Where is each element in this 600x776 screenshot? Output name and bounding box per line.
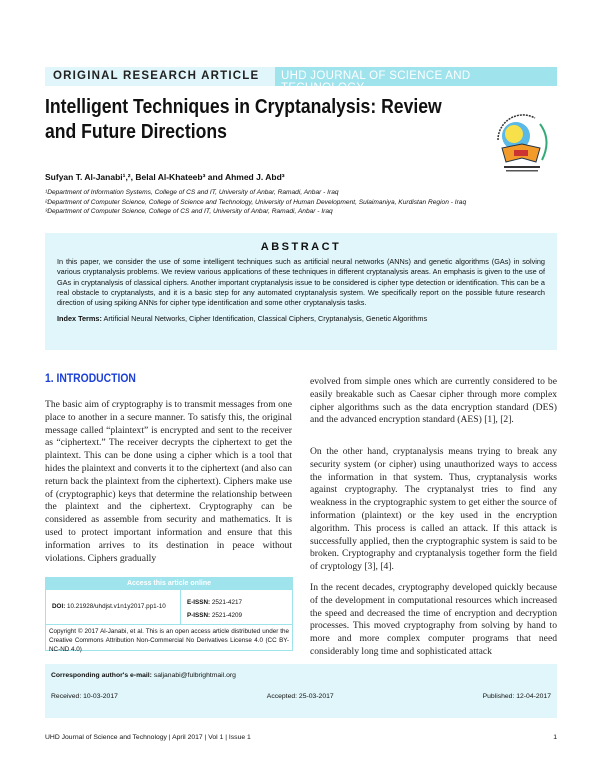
affiliation: ¹Department of Information Systems, College of CS and IT, University of Anbar, Ramadi, Anbar - Iraq xyxy=(45,189,339,196)
received-date: Received: 10-03-2017 xyxy=(51,693,118,700)
abstract-box xyxy=(45,233,557,350)
accepted-date: Accepted: 25-03-2017 xyxy=(266,693,334,700)
affiliation: ³Department of Computer Science, College of CS and IT, University of Anbar, Ramadi, Anbar - Iraq xyxy=(45,208,333,215)
doi-value[interactable]: 10.21928/uhdjst.v1n1y2017.pp1-10 xyxy=(67,603,166,610)
page-footer xyxy=(45,734,557,741)
published-date: Published: 12-04-2017 xyxy=(482,693,551,700)
paragraph: The basic aim of cryptography is to transmit messages from one place to another in a secure manner. To satisfy this, the original message called “plaintext” is encrypted and sent to the receiver as “ciphertext.” The receiver decrypts the ciphertext to get the plaintext. This can be done using a cipher which is a tool that hides the plaintext and converts it to the ciphertext (and also can return back the plaintext from the ciphertext). Ciphers make use of (cryptographic) keys that determine the relationship between the plaintext and the ciphertext. Cryptography can be considered as assemble from security and mathematics. It is used to protect important information and ensure that this information arrives to its destination in peace without violations. Ciphers gradually xyxy=(45,399,292,564)
header-band xyxy=(45,67,557,94)
index-terms-value: Artificial Neural Networks, Cipher Identification, Classical Ciphers, Cryptanalysis, Genetic Algorithms xyxy=(103,314,428,324)
eissn-value: 2521-4217 xyxy=(211,599,242,606)
page-number: 1 xyxy=(553,734,557,741)
correspondence-box xyxy=(45,664,557,718)
doi-label: DOI: xyxy=(52,603,66,610)
article-type: ORIGINAL RESEARCH ARTICLE xyxy=(45,67,275,86)
paragraph: In the recent decades, cryptography developed quickly because of the development in computational resources which increased the speed and decreased the time of encryption and decryption processes. This moved cryptography from solving by hand to more and more complex computer programs that need considerably long time and sophisticated attack xyxy=(310,582,557,657)
paper-title: Intelligent Techniques in Cryptanalysis: Review and Future Directions xyxy=(45,96,442,143)
issn xyxy=(181,590,242,624)
paragraph: On the other hand, cryptanalysis means trying to break any security system (or cipher) using unauthorized ways to access the information in that system. Thus, cryptanalysis works against cryptography. The cryptanalyst tries to find any weakness in the cryptographic system to get either the source of information (plaintext) or the key used in the encryption algorithm. This process is called an attack. If this attack is successfully applied, then the cryptographic system is said to be broken. Cryptography and cryptanalysis together form the field of cryptology [3], [4]. xyxy=(310,446,557,573)
access-heading: Access this article online xyxy=(46,578,292,590)
eissn-label: E-ISSN: xyxy=(187,599,211,606)
email-label: Corresponding author's e-mail: xyxy=(51,672,152,679)
footer-journal-info: UHD Journal of Science and Technology | April 2017 | Vol 1 | Issue 1 xyxy=(45,734,251,741)
authors: Sufyan T. Al-Janabi¹,², Belal Al-Khateeb³ and Ahmed J. Abd³ xyxy=(45,172,285,182)
index-terms-label: Index Terms: xyxy=(57,314,102,324)
abstract-text: In this paper, we consider the use of some intelligent techniques such as artificial neural networks (ANNs) and genetic algorithms (GAs) in solving various cryptanalysis problems. We review various applications of these techniques in different cryptanalysis areas. An emphasis is given to the use of GAs in cryptanalysis of classical ciphers. Another important cryptanalysis issue to be considered is cipher type detection or identification. This can be a real obstacle to cryptanalysts, and it is a basic step for any automated cryptanalysis system. We specifically report on the possible future research direction of using spiking ANNs for cipher type identification and some other cryptanalysis tasks. xyxy=(57,257,545,308)
journal-name: UHD JOURNAL OF SCIENCE AND TECHNOLOGY xyxy=(275,67,557,86)
affiliations xyxy=(45,188,470,217)
abstract-heading: ABSTRACT xyxy=(260,241,342,253)
paragraph: evolved from simple ones which are currently considered to be easily breakable such as Caesar cipher through more complex cipher algorithms such as the data encryption standard (DES) and the advanced encryption standard (AES) [1], [2]. xyxy=(310,376,557,426)
pissn-label: P-ISSN: xyxy=(187,612,211,619)
section-heading: 1. INTRODUCTION xyxy=(45,373,136,385)
doi[interactable] xyxy=(46,590,181,624)
journal-logo-icon xyxy=(490,110,555,175)
access-box xyxy=(45,577,293,651)
affiliation: ²Department of Computer Science, College of Science and Technology, University of Human Development, Sulaimaniya, Kurdistan Region - Iraq xyxy=(45,198,467,206)
email-link[interactable]: saljanabi@fulbrightmail.org xyxy=(153,672,236,679)
pissn-value: 2521-4209 xyxy=(211,612,242,619)
copyright: Copyright © 2017 Al-Janabi, et al. This is an open access article distributed under the Creative Commons Attribution Non-Commercial No Derivatives License 4.0 (CC BY-NC-ND 4.0) xyxy=(49,628,289,653)
index-terms xyxy=(57,314,545,324)
